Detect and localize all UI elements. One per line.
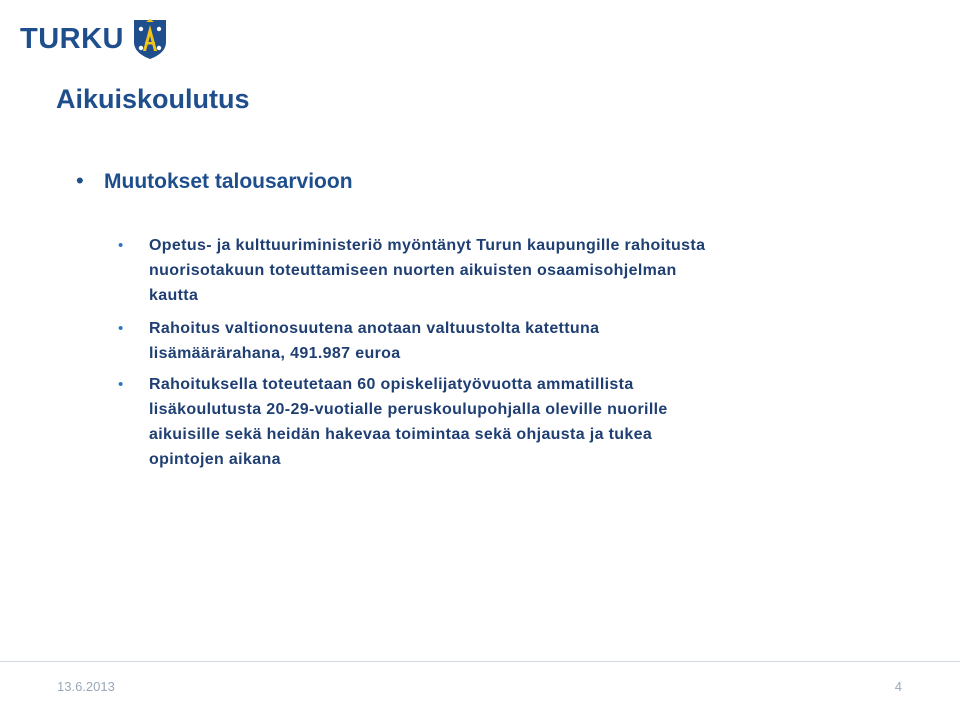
logo-text: TURKU [20, 22, 124, 55]
footer-date: 13.6.2013 [57, 679, 115, 694]
text-line: lisäkoulutusta 20-29-vuotialle peruskoulupohjalla oleville nuorille [149, 401, 668, 418]
text-line: nuorisotakuun toteuttamiseen nuorten aikuisten osaamisohjelman [149, 262, 677, 279]
footer-divider [0, 661, 960, 662]
bullet-marker: • [118, 237, 124, 254]
level1-bullet-item [76, 168, 353, 194]
list-item-text [149, 233, 705, 308]
text-line: aikuisille sekä heidän hakevaa toimintaa sekä ohjausta ja tukea [149, 426, 653, 443]
level1-bullet-marker: • [76, 168, 84, 193]
list-item [118, 233, 838, 308]
text-line: Rahoitus valtionosuutena anotaan valtuustolta katettuna [149, 320, 600, 337]
list-item-text [149, 372, 668, 472]
list-item [118, 316, 838, 366]
list-item-text [149, 316, 599, 366]
turku-coat-of-arms-icon [132, 18, 168, 60]
page-number: 4 [894, 679, 902, 694]
text-line: opintojen aikana [149, 451, 281, 468]
level1-bullet-text: Muutokset talousarvioon [104, 170, 353, 193]
text-line: Rahoituksella toteutetaan 60 opiskelijatyövuotta ammatillista [149, 376, 634, 393]
text-line: kautta [149, 287, 199, 304]
slide-title: Aikuiskoulutus [56, 84, 250, 114]
bullet-marker: • [118, 376, 124, 393]
list-item [118, 372, 838, 472]
bullet-marker: • [118, 320, 124, 337]
text-line: Opetus- ja kulttuuriministeriö myöntänyt Turun kaupungille rahoitusta [149, 237, 706, 254]
turku-logo [20, 18, 168, 60]
text-line: lisämäärärahana, 491.987 euroa [149, 345, 401, 362]
